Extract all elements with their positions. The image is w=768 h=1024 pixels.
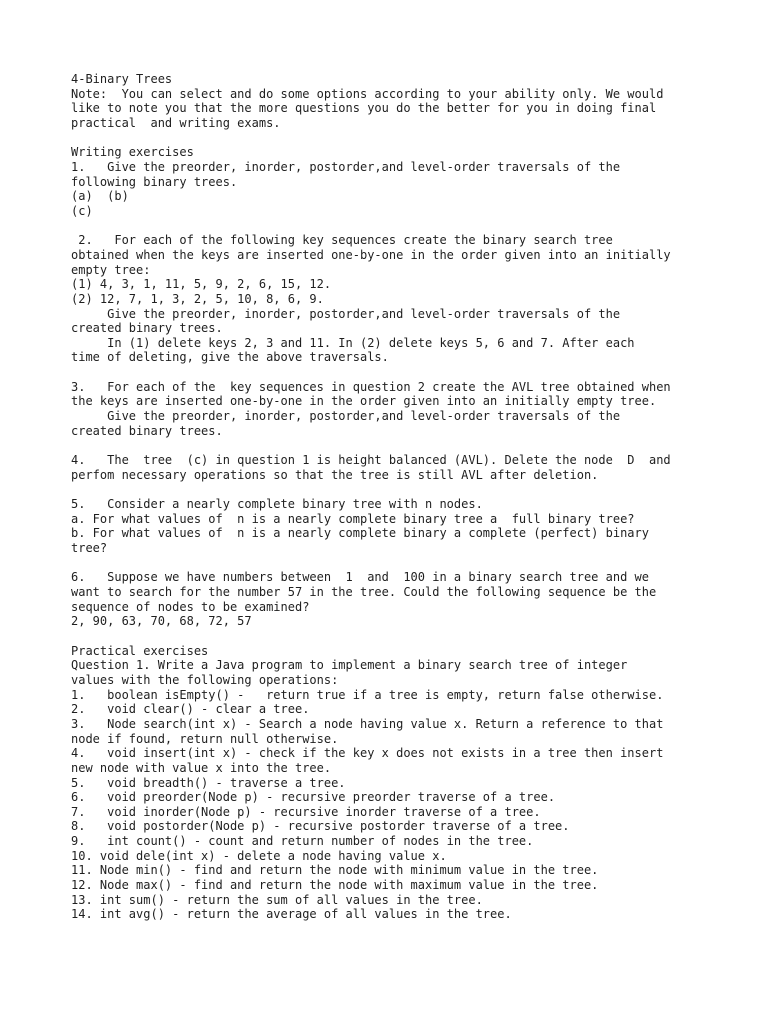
- text-line: 2. void clear() - clear a tree.: [71, 702, 310, 717]
- text-line: [71, 219, 711, 234]
- text-line: 12. Node max() - find and return the node with maximum value in the tree.: [71, 878, 599, 893]
- text-line: (1) 4, 3, 1, 11, 5, 9, 2, 6, 15, 12.: [71, 277, 332, 292]
- text-line: 4. void insert(int x) - check if the key x does not exists in a tree then insert: [71, 746, 664, 761]
- text-line: Note: You can select and do some options according to your ability only. We would: [71, 86, 664, 101]
- text-line: 3. For each of the key sequences in question 2 create the AVL tree obtained when: [71, 379, 671, 394]
- text-line: tree?: [71, 541, 108, 555]
- text-line: time of deleting, give the above traversals.: [71, 350, 389, 365]
- text-line: 4. The tree (c) in question 1 is height balanced (AVL). Delete the node D and: [71, 453, 671, 468]
- text-line: 14. int avg() - return the average of all values in the tree.: [71, 907, 512, 922]
- text-line: b. For what values of n is a nearly complete binary a complete (perfect) binary: [71, 526, 649, 541]
- text-line: Question 1. Write a Java program to implement a binary search tree of integer: [71, 658, 628, 673]
- text-line: 1. boolean isEmpty() - return true if a tree is empty, return false otherwise.: [71, 687, 664, 702]
- text-line: sequence of nodes to be examined?: [71, 599, 310, 614]
- text-line: the keys are inserted one-by-one in the order given into an initially empty tree.: [71, 394, 657, 409]
- text-line: In (1) delete keys 2, 3 and 11. In (2) delete keys 5, 6 and 7. After each: [71, 335, 635, 350]
- text-line: 8. void postorder(Node p) - recursive postorder traverse of a tree.: [71, 819, 570, 834]
- text-line: 5. void breadth() - traverse a tree.: [71, 775, 346, 790]
- text-line: 1. Give the preorder, inorder, postorder,and level-order traversals of the: [71, 159, 621, 174]
- text-line: created binary trees.: [71, 321, 223, 336]
- text-line: 6. Suppose we have numbers between 1 and 100 in a binary search tree and we: [71, 570, 649, 585]
- text-line: (c): [71, 203, 93, 218]
- text-line: 3. Node search(int x) - Search a node having value x. Return a reference to that: [71, 716, 664, 731]
- text-line: empty tree:: [71, 262, 151, 277]
- text-line: 7. void inorder(Node p) - recursive inorder traverse of a tree.: [71, 804, 541, 819]
- text-line: values with the following operations:: [71, 672, 339, 687]
- text-line: 9. int count() - count and return number of nodes in the tree.: [71, 834, 534, 849]
- text-line: 13. int sum() - return the sum of all values in the tree.: [71, 892, 483, 907]
- text-line: 2, 90, 63, 70, 68, 72, 57: [71, 614, 252, 629]
- text-line: 5. Consider a nearly complete binary tree with n nodes.: [71, 497, 483, 512]
- text-line: [71, 365, 711, 380]
- text-line: node if found, return null otherwise.: [71, 731, 339, 746]
- text-line: [71, 131, 711, 146]
- text-line: 2. For each of the following key sequences create the binary search tree: [71, 233, 613, 248]
- text-line: created binary trees.: [71, 423, 223, 438]
- text-line: [71, 482, 711, 497]
- text-line: [71, 629, 711, 644]
- text-line: Practical exercises: [71, 643, 209, 658]
- text-line: obtained when the keys are inserted one-by-one in the order given into an initially: [71, 247, 671, 262]
- document-text-block: [71, 72, 711, 922]
- text-line: 4-Binary Trees: [71, 72, 173, 86]
- text-line: [71, 556, 711, 571]
- text-line: Writing exercises: [71, 145, 194, 160]
- text-line: Give the preorder, inorder, postorder,and level-order traversals of the: [71, 409, 621, 424]
- text-line: 11. Node min() - find and return the node with minimum value in the tree.: [71, 863, 599, 878]
- text-line: like to note you that the more questions you do the better for you in doing final: [71, 101, 657, 116]
- text-line: following binary trees.: [71, 174, 238, 189]
- text-line: 10. void dele(int x) - delete a node having value x.: [71, 848, 447, 863]
- text-line: new node with value x into the tree.: [71, 760, 332, 775]
- text-line: a. For what values of n is a nearly complete binary tree a full binary tree?: [71, 511, 635, 526]
- text-line: 6. void preorder(Node p) - recursive preorder traverse of a tree.: [71, 790, 556, 805]
- text-line: (2) 12, 7, 1, 3, 2, 5, 10, 8, 6, 9.: [71, 291, 324, 306]
- text-line: (a) (b): [71, 189, 129, 204]
- text-line: practical and writing exams.: [71, 115, 281, 130]
- text-line: perfom necessary operations so that the tree is still AVL after deletion.: [71, 467, 599, 482]
- text-line: Give the preorder, inorder, postorder,and level-order traversals of the: [71, 306, 621, 321]
- text-line: want to search for the number 57 in the tree. Could the following sequence be the: [71, 584, 657, 599]
- text-line: [71, 438, 711, 453]
